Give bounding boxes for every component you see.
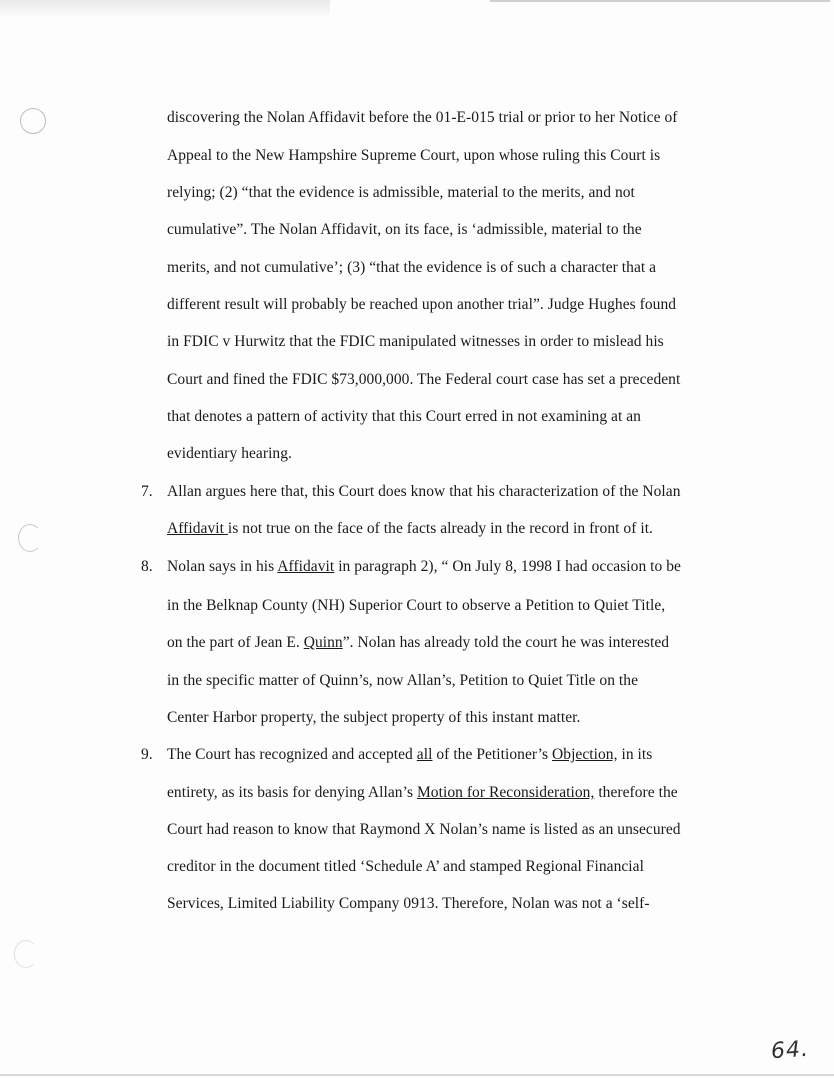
item-number: 8. [141,558,153,575]
punch-hole-icon [18,524,42,552]
body-line: in FDIC v Hurwitz that the FDIC manipulated witnesses in order to mislead his [167,333,664,350]
body-line: Allan argues here that, this Court does know that his characterization of the Nolan [167,483,681,500]
body-line: in the Belknap County (NH) Superior Court to observe a Petition to Quiet Title, [167,597,666,614]
body-line: in the specific matter of Quinn’s, now Allan’s, Petition to Quiet Title on the [167,672,639,689]
body-line: Services, Limited Liability Company 0913. Therefore, Nolan was not a ‘self- [167,895,650,912]
underlined-term: Motion for Reconsideration, [416,784,595,801]
body-line: cumulative”. The Nolan Affidavit, on its face, is ‘admissible, material to the [167,221,642,238]
body-line: Center Harbor property, the subject property of this instant matter. [167,709,581,726]
body-line: different result will probably be reached upon another trial”. Judge Hughes found [167,296,677,313]
text-span: ”. Nolan has already told the court he was interested [342,634,670,651]
text-span: in its [617,746,653,763]
underlined-term: all [416,746,433,763]
scan-edge-line [490,0,830,2]
handwritten-page-number: 64. [770,1036,810,1065]
body-line: that denotes a pattern of activity that this Court erred in not examining at an [167,408,641,425]
text-span: therefore the [594,784,678,801]
body-line: creditor in the document titled ‘Schedule A’ and stamped Regional Financial [167,858,644,875]
text-span: The Court has recognized and accepted [167,746,417,763]
scan-bottom-edge [0,1074,834,1076]
text-span: in paragraph 2), “ On July 8, 1998 I had occasion to be [334,558,681,575]
body-line: Court and fined the FDIC $73,000,000. The Federal court case has set a precedent [167,371,681,388]
body-line: discovering the Nolan Affidavit before the 01-E-015 trial or prior to her Notice of [167,109,678,126]
punch-hole-icon [20,108,46,134]
text-span: of the Petitioner’s [432,746,553,763]
underlined-term: Objection, [552,746,618,763]
text-span: entirety, as its basis for denying Allan’s [167,784,417,801]
underlined-term: Affidavit [167,520,228,537]
underlined-term: Affidavit [277,558,335,575]
punch-hole-icon [14,940,38,968]
scan-artifact-top [0,0,330,18]
item-number: 7. [141,483,153,500]
body-line: Court had reason to know that Raymond X Nolan’s name is listed as an unsecured [167,821,681,838]
text-span: is not true on the face of the facts already in the record in front of it. [227,520,653,537]
text-span: Nolan says in his [167,558,278,575]
body-line [167,519,653,539]
body-line [167,783,678,803]
body-line: relying; (2) “that the evidence is admissible, material to the merits, and not [167,184,635,201]
body-line [167,745,652,765]
item-number: 9. [141,746,153,763]
body-line: evidentiary hearing. [167,445,292,462]
body-line: merits, and not cumulative’; (3) “that the evidence is of such a character that a [167,259,657,276]
body-line [167,633,669,653]
underlined-term: Quinn [303,634,343,651]
body-line [167,557,681,577]
text-span: on the part of Jean E. [167,634,304,651]
body-line: Appeal to the New Hampshire Supreme Court, upon whose ruling this Court is [167,147,661,164]
